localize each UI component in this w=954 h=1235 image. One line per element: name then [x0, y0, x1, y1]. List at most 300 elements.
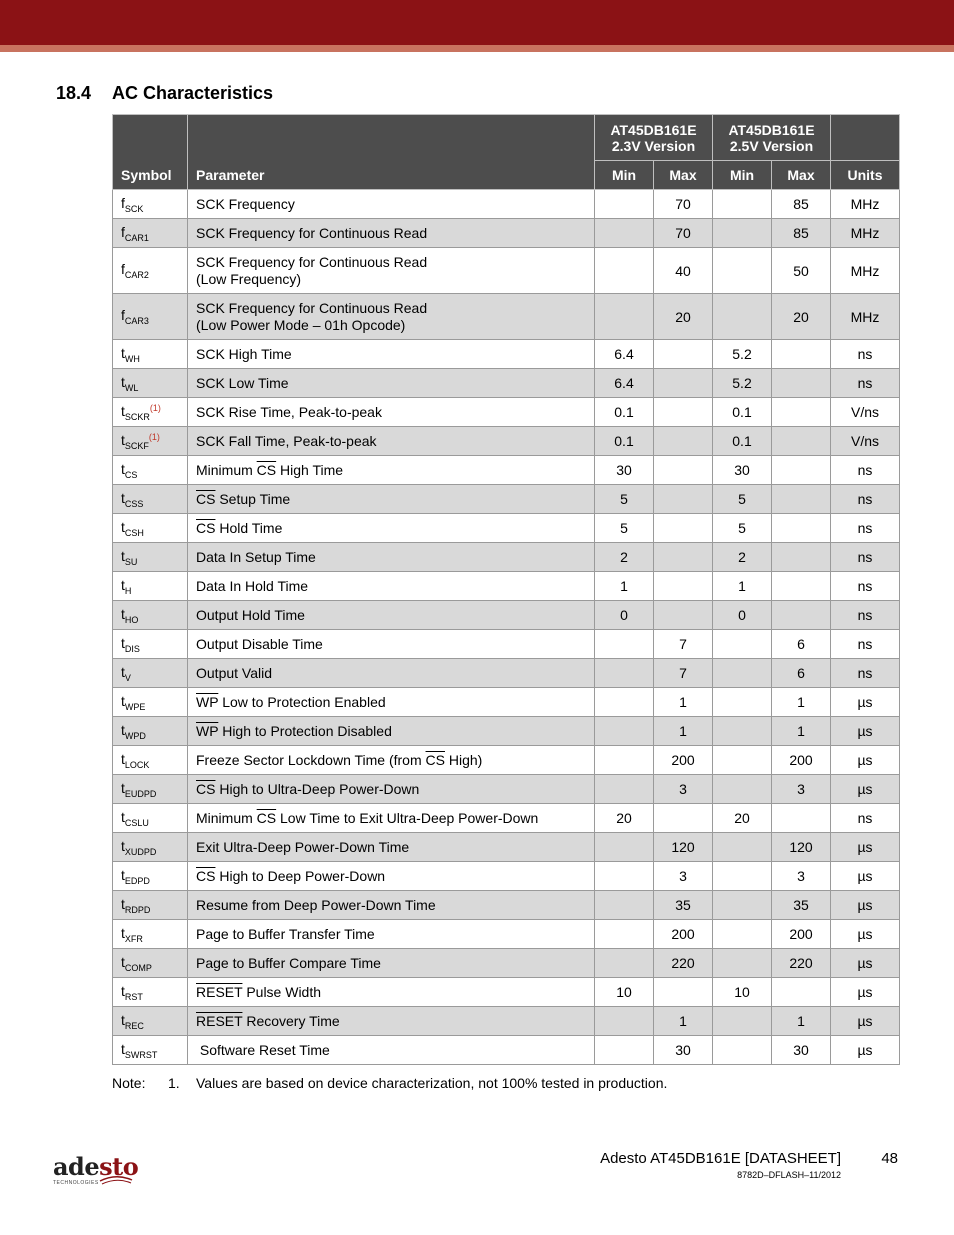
table-row [113, 891, 900, 920]
active-low-signal: $\overline{CS}$ [256, 461, 277, 478]
symbol-subscript: EUDPD [124, 788, 157, 799]
parameter-cell [188, 688, 595, 717]
symbol-cell [113, 717, 188, 746]
min-2v3-cell: 6.4 [595, 340, 654, 369]
max-2v3-cell: 1 [654, 688, 713, 717]
parameter-text: High to Deep Power-Down [215, 867, 386, 884]
symbol-subscript: V [124, 672, 131, 683]
max-2v3-cell [654, 601, 713, 630]
symbol-subscript: REC [124, 1020, 144, 1031]
symbol-subscript: SCKF [124, 440, 149, 451]
parameter-cell [188, 775, 595, 804]
symbol-cell [113, 978, 188, 1007]
units-cell: µs [831, 862, 900, 891]
symbol-subscript: SCK [124, 203, 144, 214]
units-cell: ns [831, 340, 900, 369]
parameter-text: Page to Buffer Compare Time [196, 954, 381, 971]
max-2v3-cell: 200 [654, 920, 713, 949]
symbol-cell [113, 920, 188, 949]
symbol-letter: t [121, 634, 125, 651]
header-parameter: Parameter [188, 115, 595, 190]
symbol-cell [113, 369, 188, 398]
units-cell: ns [831, 456, 900, 485]
symbol-cell [113, 688, 188, 717]
symbol-letter: t [121, 895, 125, 912]
symbol-letter: t [121, 1011, 125, 1028]
logo-swoosh-icon [99, 1175, 133, 1185]
min-2v5-cell: 5.2 [713, 340, 772, 369]
symbol-subscript: CSH [124, 527, 144, 538]
min-2v5-cell: 1 [713, 572, 772, 601]
min-2v5-cell [713, 920, 772, 949]
max-2v5-cell: 85 [772, 190, 831, 219]
max-2v3-cell: 7 [654, 659, 713, 688]
min-2v5-cell [713, 190, 772, 219]
min-2v5-cell: 5.2 [713, 369, 772, 398]
symbol-letter: t [121, 1040, 125, 1057]
symbol-cell [113, 804, 188, 833]
symbol-cell [113, 1007, 188, 1036]
parameter-cell [188, 659, 595, 688]
active-low-signal: $\overline{CS}$ [196, 490, 216, 507]
symbol-subscript: WPE [124, 701, 146, 712]
units-cell: µs [831, 1007, 900, 1036]
symbol-letter: t [121, 402, 125, 419]
max-2v5-cell: 1 [772, 717, 831, 746]
active-low-signal: $\overline{CS}$ [196, 519, 216, 536]
page-number: 48 [881, 1150, 898, 1167]
section-number: 18.4 [56, 83, 92, 103]
min-2v3-cell: 5 [595, 485, 654, 514]
units-cell: µs [831, 891, 900, 920]
symbol-letter: t [121, 982, 125, 999]
max-2v3-cell [654, 543, 713, 572]
section-title: AC Characteristics [112, 83, 274, 103]
parameter-text: High to Protection Disabled [218, 722, 392, 739]
header-group-2v5-device: AT45DB161E [728, 121, 815, 138]
min-2v5-cell [713, 891, 772, 920]
symbol-letter: t [121, 547, 125, 564]
parameter-text: High to Ultra-Deep Power-Down [215, 780, 420, 797]
symbol-subscript: COMP [124, 962, 152, 973]
symbol-subscript: DIS [124, 643, 140, 654]
min-2v5-cell [713, 248, 772, 294]
table-row [113, 456, 900, 485]
symbol-letter: t [121, 924, 125, 941]
symbol-subscript: HO [124, 614, 139, 625]
ac-characteristics-table [112, 114, 900, 1065]
parameter-text: SCK Rise Time, Peak-to-peak [196, 403, 382, 420]
units-cell: V/ns [831, 427, 900, 456]
table-row [113, 978, 900, 1007]
symbol-subscript: CAR1 [124, 232, 149, 243]
parameter-cell [188, 862, 595, 891]
max-2v5-cell: 6 [772, 659, 831, 688]
symbol-subscript: WH [124, 353, 140, 364]
min-2v5-cell [713, 717, 772, 746]
min-2v5-cell: 30 [713, 456, 772, 485]
min-2v3-cell [595, 659, 654, 688]
header-group-2v3-device: AT45DB161E [610, 121, 697, 138]
table-row [113, 514, 900, 543]
symbol-cell [113, 601, 188, 630]
symbol-letter: t [121, 431, 125, 448]
table-row [113, 369, 900, 398]
active-low-signal: $\overline{CS}$ [196, 867, 216, 884]
max-2v5-cell: 20 [772, 294, 831, 340]
parameter-cell [188, 630, 595, 659]
min-2v3-cell: 6.4 [595, 369, 654, 398]
max-2v5-cell: 220 [772, 949, 831, 978]
min-2v3-cell: 30 [595, 456, 654, 485]
max-2v5-cell: 50 [772, 248, 831, 294]
parameter-text: Output Disable Time [196, 635, 323, 652]
symbol-cell [113, 543, 188, 572]
units-cell: ns [831, 369, 900, 398]
table-row [113, 717, 900, 746]
header-group-2v5 [713, 115, 831, 161]
active-low-signal: $\overline{CS}$ [425, 751, 445, 768]
logo-word-accent: sto [99, 1152, 139, 1181]
min-2v3-cell: 0.1 [595, 398, 654, 427]
units-cell: µs [831, 717, 900, 746]
table-row [113, 248, 900, 294]
min-2v3-cell [595, 219, 654, 248]
symbol-cell [113, 294, 188, 340]
symbol-subscript: RST [124, 991, 143, 1002]
max-2v5-cell [772, 601, 831, 630]
units-cell: MHz [831, 190, 900, 219]
header-max-2v5: Max [772, 161, 831, 190]
max-2v3-cell: 3 [654, 775, 713, 804]
parameter-cell [188, 804, 595, 833]
max-2v5-cell: 35 [772, 891, 831, 920]
min-2v3-cell: 0.1 [595, 427, 654, 456]
min-2v3-cell [595, 862, 654, 891]
symbol-letter: t [121, 373, 125, 390]
symbol-subscript: H [124, 585, 132, 596]
parameter-cell [188, 601, 595, 630]
max-2v5-cell: 30 [772, 1036, 831, 1065]
table-row [113, 543, 900, 572]
parameter-text: Pulse Width [242, 983, 322, 1000]
symbol-letter: t [121, 721, 125, 738]
units-cell: µs [831, 746, 900, 775]
table-row [113, 190, 900, 219]
units-cell: ns [831, 659, 900, 688]
parameter-text: SCK Frequency [196, 195, 295, 212]
units-cell: µs [831, 978, 900, 1007]
table-row [113, 920, 900, 949]
min-2v5-cell: 0.1 [713, 398, 772, 427]
parameter-text: SCK Frequency for Continuous Read [196, 224, 428, 241]
max-2v3-cell: 1 [654, 1007, 713, 1036]
parameter-cell [188, 833, 595, 862]
active-low-signal: RESET [196, 983, 243, 1000]
min-2v3-cell [595, 746, 654, 775]
parameter-cell [188, 891, 595, 920]
table-row [113, 1007, 900, 1036]
min-2v5-cell [713, 688, 772, 717]
symbol-subscript: SU [124, 556, 138, 567]
symbol-subscript: EDPD [124, 875, 150, 886]
symbol-subscript: XUDPD [124, 846, 157, 857]
parameter-cell [188, 978, 595, 1007]
min-2v5-cell [713, 1007, 772, 1036]
active-low-signal: $\overline{WP}$ [196, 693, 219, 710]
units-cell: V/ns [831, 398, 900, 427]
table-row [113, 659, 900, 688]
units-cell: µs [831, 920, 900, 949]
min-2v5-cell: 2 [713, 543, 772, 572]
symbol-cell [113, 427, 188, 456]
symbol-subscript: CAR3 [124, 316, 149, 326]
max-2v5-cell: 3 [772, 862, 831, 891]
symbol-letter: t [121, 692, 125, 709]
header-symbol: Symbol [113, 115, 188, 190]
parameter-text: SCK Fall Time, Peak-to-peak [196, 432, 377, 449]
parameter-text-line2: (Low Frequency) [196, 270, 302, 287]
symbol-letter: t [121, 663, 125, 680]
symbol-letter: t [121, 605, 125, 622]
parameter-text: Recovery Time [242, 1012, 340, 1029]
parameter-text: Data In Hold Time [196, 577, 309, 594]
min-2v5-cell: 0.1 [713, 427, 772, 456]
parameter-text: Setup Time [215, 490, 291, 507]
table-row [113, 601, 900, 630]
header-group-2v3-version: 2.3V Version [611, 137, 696, 154]
min-2v3-cell [595, 775, 654, 804]
max-2v3-cell [654, 978, 713, 1007]
min-2v3-cell: 0 [595, 601, 654, 630]
footer-title: Adesto AT45DB161E [DATASHEET] [600, 1150, 841, 1167]
min-2v3-cell: 1 [595, 572, 654, 601]
max-2v5-cell [772, 456, 831, 485]
footer-doc-code: 8782D–DFLASH–11/2012 [737, 1170, 841, 1180]
parameter-text: Hold Time [215, 519, 283, 536]
symbol-cell [113, 775, 188, 804]
parameter-text: Resume from Deep Power-Down Time [196, 896, 436, 913]
symbol-subscript: CSLU [124, 817, 149, 828]
max-2v5-cell [772, 369, 831, 398]
max-2v3-cell: 200 [654, 746, 713, 775]
min-2v5-cell [713, 1036, 772, 1065]
min-2v5-cell: 10 [713, 978, 772, 1007]
min-2v3-cell [595, 833, 654, 862]
table-row [113, 398, 900, 427]
max-2v5-cell [772, 572, 831, 601]
parameter-text: Minimum [196, 461, 257, 478]
max-2v5-cell: 3 [772, 775, 831, 804]
parameter-cell [188, 543, 595, 572]
units-cell: ns [831, 514, 900, 543]
min-2v5-cell [713, 630, 772, 659]
table-row [113, 1036, 900, 1065]
parameter-text: SCK Low Time [196, 374, 289, 391]
max-2v5-cell [772, 340, 831, 369]
symbol-subscript: WPD [124, 730, 146, 741]
symbol-cell [113, 398, 188, 427]
table-row [113, 630, 900, 659]
symbol-subscript: RDPD [124, 904, 151, 915]
min-2v3-cell: 5 [595, 514, 654, 543]
min-2v3-cell: 20 [595, 804, 654, 833]
min-2v3-cell [595, 294, 654, 340]
table-row [113, 572, 900, 601]
symbol-letter: t [121, 518, 125, 535]
parameter-cell [188, 340, 595, 369]
parameter-cell [188, 572, 595, 601]
parameter-text: Page to Buffer Transfer Time [196, 925, 375, 942]
min-2v5-cell [713, 949, 772, 978]
note-text: Values are based on device characterization, not 100% tested in production. [196, 1075, 668, 1091]
max-2v3-cell: 20 [654, 294, 713, 340]
parameter-text: Output Hold Time [196, 606, 305, 623]
min-2v5-cell [713, 746, 772, 775]
parameter-cell [188, 456, 595, 485]
parameter-text: Exit Ultra-Deep Power-Down Time [196, 838, 410, 855]
table-row [113, 485, 900, 514]
parameter-cell [188, 219, 595, 248]
symbol-subscript: XFR [124, 933, 143, 944]
max-2v5-cell [772, 398, 831, 427]
symbol-subscript: CSS [124, 498, 144, 509]
header-min-2v3: Min [595, 161, 654, 190]
header-min-2v5: Min [713, 161, 772, 190]
max-2v5-cell: 6 [772, 630, 831, 659]
symbol-cell [113, 340, 188, 369]
min-2v5-cell [713, 862, 772, 891]
parameter-cell [188, 248, 595, 294]
units-cell: µs [831, 775, 900, 804]
header-group-2v3 [595, 115, 713, 161]
parameter-cell [188, 920, 595, 949]
parameter-cell [188, 427, 595, 456]
table-row [113, 340, 900, 369]
symbol-letter: f [121, 223, 125, 240]
min-2v5-cell [713, 659, 772, 688]
min-2v3-cell [595, 1036, 654, 1065]
parameter-text: SCK Frequency for Continuous Read [196, 253, 428, 270]
symbol-subscript: CAR2 [124, 270, 149, 280]
min-2v3-cell [595, 891, 654, 920]
parameter-text: High Time [276, 461, 344, 478]
units-cell: MHz [831, 294, 900, 340]
parameter-text: Data In Setup Time [196, 548, 316, 565]
table-row [113, 804, 900, 833]
parameter-text: Freeze Sector Lockdown Time (from [196, 751, 426, 768]
top-stripe [0, 45, 954, 52]
max-2v3-cell: 30 [654, 1036, 713, 1065]
table-row [113, 219, 900, 248]
max-2v3-cell: 7 [654, 630, 713, 659]
symbol-letter: f [121, 194, 125, 211]
units-cell: ns [831, 485, 900, 514]
parameter-text: Low Time to Exit Ultra-Deep Power-Down [276, 809, 539, 826]
max-2v3-cell [654, 572, 713, 601]
min-2v5-cell [713, 833, 772, 862]
max-2v5-cell: 85 [772, 219, 831, 248]
note-number: 1. [168, 1075, 180, 1091]
min-2v5-cell: 5 [713, 514, 772, 543]
parameter-text: Output Valid [196, 664, 273, 681]
parameter-cell [188, 949, 595, 978]
section-heading [56, 83, 273, 104]
symbol-letter: t [121, 808, 125, 825]
symbol-cell [113, 630, 188, 659]
max-2v3-cell [654, 340, 713, 369]
min-2v5-cell: 5 [713, 485, 772, 514]
symbol-subscript: SCKR [124, 411, 150, 422]
parameter-text: Software Reset Time [196, 1041, 330, 1058]
max-2v3-cell [654, 427, 713, 456]
min-2v3-cell [595, 1007, 654, 1036]
parameter-text: High) [444, 751, 483, 768]
symbol-cell [113, 862, 188, 891]
top-band [0, 0, 954, 45]
table-row [113, 294, 900, 340]
symbol-letter: t [121, 576, 125, 593]
min-2v3-cell [595, 920, 654, 949]
max-2v5-cell: 120 [772, 833, 831, 862]
header-units-spacer [831, 115, 900, 161]
max-2v3-cell: 70 [654, 219, 713, 248]
symbol-cell [113, 891, 188, 920]
max-2v3-cell: 120 [654, 833, 713, 862]
max-2v5-cell [772, 804, 831, 833]
max-2v5-cell [772, 427, 831, 456]
min-2v3-cell [595, 717, 654, 746]
symbol-subscript: SWRST [124, 1049, 158, 1060]
symbol-cell [113, 219, 188, 248]
active-low-signal: $\overline{CS}$ [256, 809, 277, 826]
symbol-cell [113, 514, 188, 543]
symbol-letter: f [121, 261, 125, 277]
parameter-cell [188, 1036, 595, 1065]
symbol-cell [113, 248, 188, 294]
min-2v3-cell [595, 630, 654, 659]
max-2v5-cell [772, 978, 831, 1007]
symbol-letter: t [121, 489, 125, 506]
max-2v3-cell: 40 [654, 248, 713, 294]
parameter-cell [188, 746, 595, 775]
parameter-text: Low to Protection Enabled [218, 693, 386, 710]
note-label: Note: [112, 1075, 146, 1091]
max-2v3-cell [654, 485, 713, 514]
header-group-2v5-version: 2.5V Version [729, 137, 814, 154]
symbol-subscript: CS [124, 469, 138, 480]
units-cell: µs [831, 688, 900, 717]
symbol-letter: t [121, 837, 125, 854]
max-2v3-cell: 1 [654, 717, 713, 746]
min-2v5-cell: 0 [713, 601, 772, 630]
symbol-letter: t [121, 866, 125, 883]
parameter-cell [188, 1007, 595, 1036]
symbol-cell [113, 746, 188, 775]
symbol-cell [113, 456, 188, 485]
footnote-ref: (1) [149, 402, 161, 413]
min-2v5-cell [713, 294, 772, 340]
symbol-cell [113, 572, 188, 601]
parameter-text: Minimum [196, 809, 257, 826]
active-low-signal: RESET [196, 1012, 243, 1029]
max-2v3-cell [654, 456, 713, 485]
footnote [112, 1075, 667, 1091]
units-cell: µs [831, 1036, 900, 1065]
max-2v3-cell: 70 [654, 190, 713, 219]
symbol-cell [113, 949, 188, 978]
parameter-cell [188, 398, 595, 427]
